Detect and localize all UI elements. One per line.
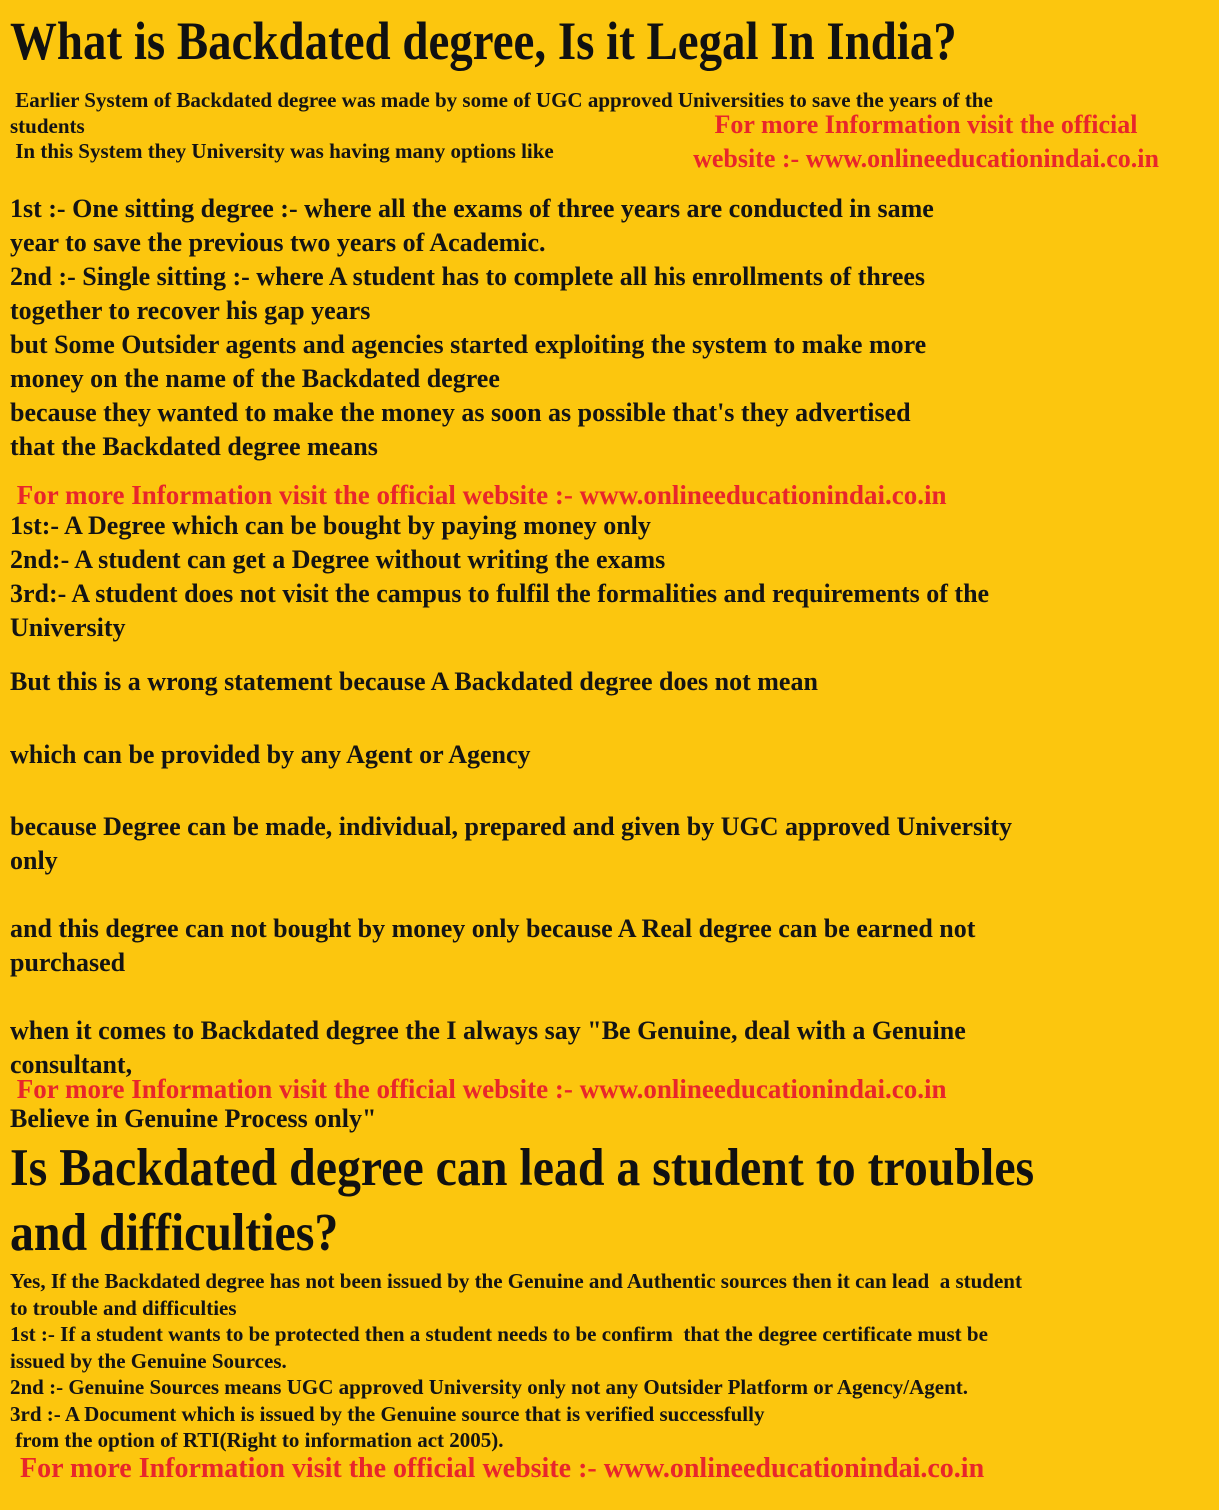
paragraph-line: University <box>10 613 126 642</box>
paragraph-line: But this is a wrong statement because A Backdated degree does not mean <box>10 667 818 696</box>
page-title: What is Backdated degree, Is it Legal In India? <box>10 13 957 72</box>
paragraph-false-claims <box>10 509 989 645</box>
paragraph-line: 2nd :- Single sitting :- where A student has to complete all his enrollments of threes <box>10 262 926 291</box>
paragraph-line: purchased <box>10 948 126 977</box>
paragraph-line: and this degree can not bought by money only because A Real degree can be earned not <box>10 914 976 943</box>
paragraph-earned-not-purchased <box>10 912 975 980</box>
promo-banner-top <box>640 108 1212 176</box>
paragraph-be-genuine <box>10 1014 966 1082</box>
paragraph-line: money on the name of the Backdated degree <box>10 364 500 393</box>
paragraph-degree-options <box>10 192 934 464</box>
promo-website-url: website :- www.onlineeducationindai.co.in <box>693 144 1159 173</box>
paragraph-line: when it comes to Backdated degree the I always say "Be Genuine, deal with a Genuine <box>10 1016 966 1045</box>
paragraph-line: In this System they University was having many options like <box>10 139 554 163</box>
paragraph-line: Yes, If the Backdated degree has not been issued by the Genuine and Authentic sources then it can lead a student <box>10 1269 1022 1293</box>
paragraph-ugc-university <box>10 810 1012 878</box>
paragraph-line: issued by the Genuine Sources. <box>10 1348 287 1373</box>
paragraph-line: because they wanted to make the money as soon as possible that's they advertised <box>10 398 911 427</box>
paragraph-line: students <box>10 113 85 138</box>
paragraph-line: consultant, <box>10 1050 133 1079</box>
promo-banner-footer: For more Information visit the official website :- www.onlineeducationindai.co.in <box>20 1453 985 1484</box>
paragraph-line: to trouble and difficulties <box>10 1295 237 1320</box>
paragraph-line: which can be provided by any Agent or Agency <box>10 740 531 769</box>
paragraph-line: but Some Outsider agents and agencies started exploiting the system to make more <box>10 330 927 359</box>
paragraph-line: from the option of RTI(Right to information act 2005). <box>10 1428 504 1452</box>
paragraph-line: 1st:- A Degree which can be bought by paying money only <box>10 511 651 540</box>
paragraph-line: only <box>10 846 58 875</box>
paragraph-line: 2nd :- Genuine Sources means UGC approved University only not any Outsider Platform or Agency/Agent. <box>10 1375 969 1399</box>
paragraph-line: 3rd:- A student does not visit the campus to fulfil the formalities and requirements of the <box>10 579 990 608</box>
paragraph-believe-genuine: Believe in Genuine Process only" <box>10 1104 377 1133</box>
paragraph-troubles-answer <box>10 1268 1022 1454</box>
paragraph-line: 3rd :- A Document which is issued by the Genuine source that is verified successfully <box>10 1401 765 1426</box>
paragraph-line: together to recover his gap years <box>10 296 371 325</box>
promo-banner-middle-2: For more Information visit the official website :- www.onlineeducationindai.co.in <box>10 1074 947 1104</box>
paragraph-agent <box>10 738 531 772</box>
paragraph-line: that the Backdated degree means <box>10 432 378 461</box>
paragraph-wrong-statement <box>10 665 818 699</box>
promo-banner-middle-1: For more Information visit the official website :- www.onlineeducationindai.co.in <box>10 480 947 510</box>
paragraph-line: 2nd:- A student can get a Degree without writing the exams <box>10 545 666 574</box>
promo-line: For more Information visit the official <box>714 110 1138 139</box>
section-heading-troubles <box>10 1136 1034 1267</box>
heading-line: and difficulties? <box>10 1204 339 1263</box>
paragraph-line: 1st :- If a student wants to be protected then a student needs to be confirm that the degree certificate must be <box>10 1322 988 1346</box>
paragraph-line: 1st :- One sitting degree :- where all the exams of three years are conducted in same <box>10 194 934 223</box>
paragraph-line: year to save the previous two years of Academic. <box>10 228 546 257</box>
paragraph-line: Earlier System of Backdated degree was made by some of UGC approved Universities to save the years of the <box>10 88 993 112</box>
paragraph-line: because Degree can be made, individual, prepared and given by UGC approved University <box>10 812 1013 841</box>
heading-line: Is Backdated degree can lead a student to troubles <box>10 1139 1035 1198</box>
